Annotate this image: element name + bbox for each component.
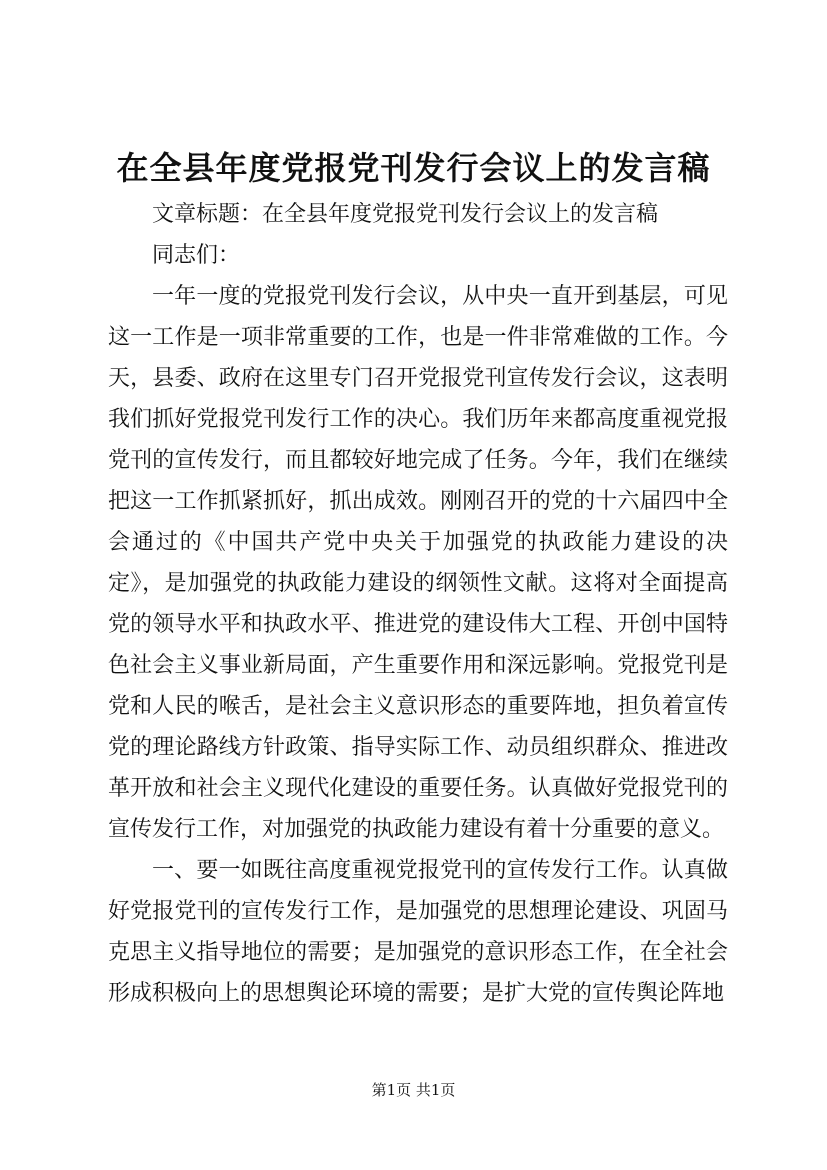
page-number-footer: 第1页 共1页 xyxy=(371,1081,456,1099)
salutation: 同志们： xyxy=(152,243,241,268)
paragraph-section-one: 一、要一如既往高度重视党报党刊的宣传发行工作。认真做好党报党刊的宣传发行工作，是加强党的思想理论建设、巩固马克思主义指导地位的需要；是加强党的意识形态工作，在全社会形成积极向上的思想舆论环境的需要；是扩大党的宣传舆论阵地 xyxy=(108,858,728,1006)
document-body xyxy=(108,194,728,1014)
document-title: 在全县年度党报党刊发行会议上的发言稿 xyxy=(116,149,711,187)
article-title-line: 文章标题：在全县年度党报党刊发行会议上的发言稿 xyxy=(152,202,659,227)
paragraph-intro: 一年一度的党报党刊发行会议，从中央一直开到基层，可见这一工作是一项非常重要的工作，也是一件非常难做的工作。今天，县委、政府在这里专门召开党报党刊宣传发行会议，这表明我们抓好党报党刊发行工作的决心。我们历年来都高度重视党报党刊的宣传发行，而且都较好地完成了任务。今年，我们在继续把这一工作抓紧抓好，抓出成效。刚刚召开的党的十六届四中全会通过的《中国共产党中央关于加强党的执政能力建设的决定》，是加强党的执政能力建设的纲领性文献。这将对全面提高党的领导水平和执政水平、推进党的建设伟大工程、开创中国特色社会主义事业新局面，产生重要作用和深远影响。党报党刊是党和人民的喉舌，是社会主义意识形态的重要阵地，担负着宣传党的理论路线方针政策、指导实际工作、动员组织群众、推进改革开放和社会主义现代化建设的重要任务。认真做好党报党刊的宣传发行工作，对加强党的执政能力建设有着十分重要的意义。 xyxy=(108,284,728,842)
